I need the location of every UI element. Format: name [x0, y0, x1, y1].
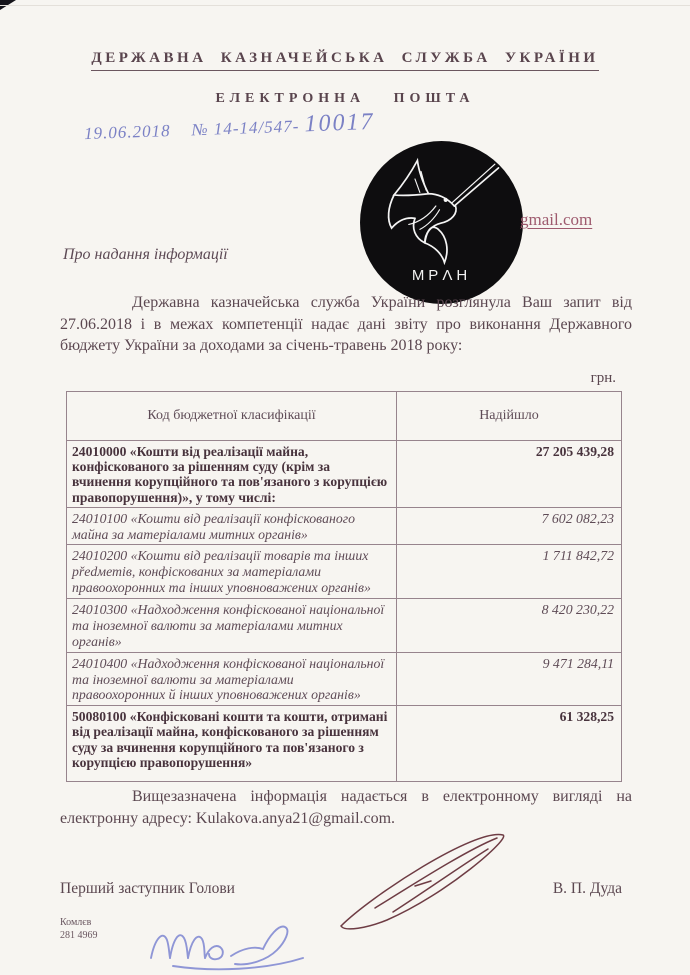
handwritten-registration	[84, 109, 375, 146]
org-title: ДЕРЖАВНА КАЗНАЧЕЙСЬКА СЛУЖБА УКРАЇНИ	[91, 50, 598, 71]
row-amount: 8 420 230,22	[396, 599, 621, 651]
row-code-text: 24010000 «Кошти від реалізації майна, конфіскованого за рішенням суду (крім за вчинення корупційного та пов'язаного з корупцією правопорушення)», у тому числі:	[72, 444, 388, 505]
scan-edge-line	[0, 5, 690, 6]
handwritten-extra-number: 10017	[304, 108, 375, 138]
signatory-position: Перший заступник Голови	[60, 880, 235, 897]
executor-phone: 281 4969	[60, 930, 98, 941]
closing-paragraph: Вищезазначена інформація надається в електронному вигляді на електронну адресу: Kulakova.anya21@gmail.com.	[60, 788, 632, 827]
table-row	[67, 507, 621, 545]
row-code-text: 24010300 «Надходження конфіскованої національної та іноземної валюти за матеріалами митних органів»	[72, 602, 385, 649]
row-amount: 7 602 082,23	[396, 508, 621, 545]
logo-text: MPΛH	[411, 267, 472, 284]
currency-note: грн.	[590, 370, 616, 386]
intro-paragraph: Державна казначейська служба України розглянула Ваш запит від 27.06.2018 і в межах компетенції надає дані звіту про виконання Державного бюджету України за доходами за січень-травень 2018 року:	[60, 294, 632, 354]
partial-email-link: gmail.com	[520, 210, 593, 229]
handwritten-date: 19.06.2018	[83, 121, 171, 144]
executor-name: Комлєв	[60, 917, 92, 928]
marlin-logo-stamp	[360, 141, 523, 304]
row-amount: 61 328,25	[396, 706, 621, 781]
row-code-text: 24010200 «Кошти від реалізації товарів та інших předметів, конфіскованих за матеріалами правоохоронних та інших уповноважених органів»	[72, 548, 371, 595]
signatory-name: В. П. Дуда	[552, 880, 622, 897]
table-header-row	[67, 392, 621, 440]
header-received: Надійшло	[396, 392, 621, 440]
marlin-fish-icon	[368, 147, 516, 265]
table-row	[67, 544, 621, 598]
table-row	[67, 598, 621, 651]
row-amount: 27 205 439,28	[396, 441, 621, 507]
handwritten-signature-blue	[143, 916, 325, 974]
table-row	[67, 652, 621, 705]
row-code-text: 24010400 «Надходження конфіскованої національної та іноземної валюти за матеріалами правоохоронних й інших уповноважених органів»	[72, 655, 385, 703]
table-row	[67, 440, 621, 507]
executor-info	[60, 916, 98, 942]
row-amount: 9 471 284,11	[396, 653, 621, 705]
handwritten-number: № 14-14/547-	[191, 116, 300, 140]
row-code-text: 50080100 «Конфісковані кошти та кошти, отримані від реалізації майна, конфіскованого за рішенням суду за вчинення корупційного та пов'язаного з корупцією правопорушення»	[72, 709, 388, 770]
row-code-text: 24010100 «Кошти від реалізації конфіскованого майна за матеріалами митних органів»	[72, 510, 355, 542]
doc-type-title: ЕЛЕКТРОННА ПОШТА	[215, 91, 475, 106]
budget-table	[66, 391, 622, 782]
subject-line: Про надання інформації	[63, 246, 228, 263]
doc-type-row	[0, 89, 690, 107]
handwritten-signature-maroon	[325, 824, 520, 934]
row-amount: 1 711 842,72	[396, 545, 621, 598]
org-title-row	[0, 49, 690, 71]
header-code-classification: Код бюджетної класифікації	[147, 408, 316, 423]
table-row	[67, 705, 621, 781]
